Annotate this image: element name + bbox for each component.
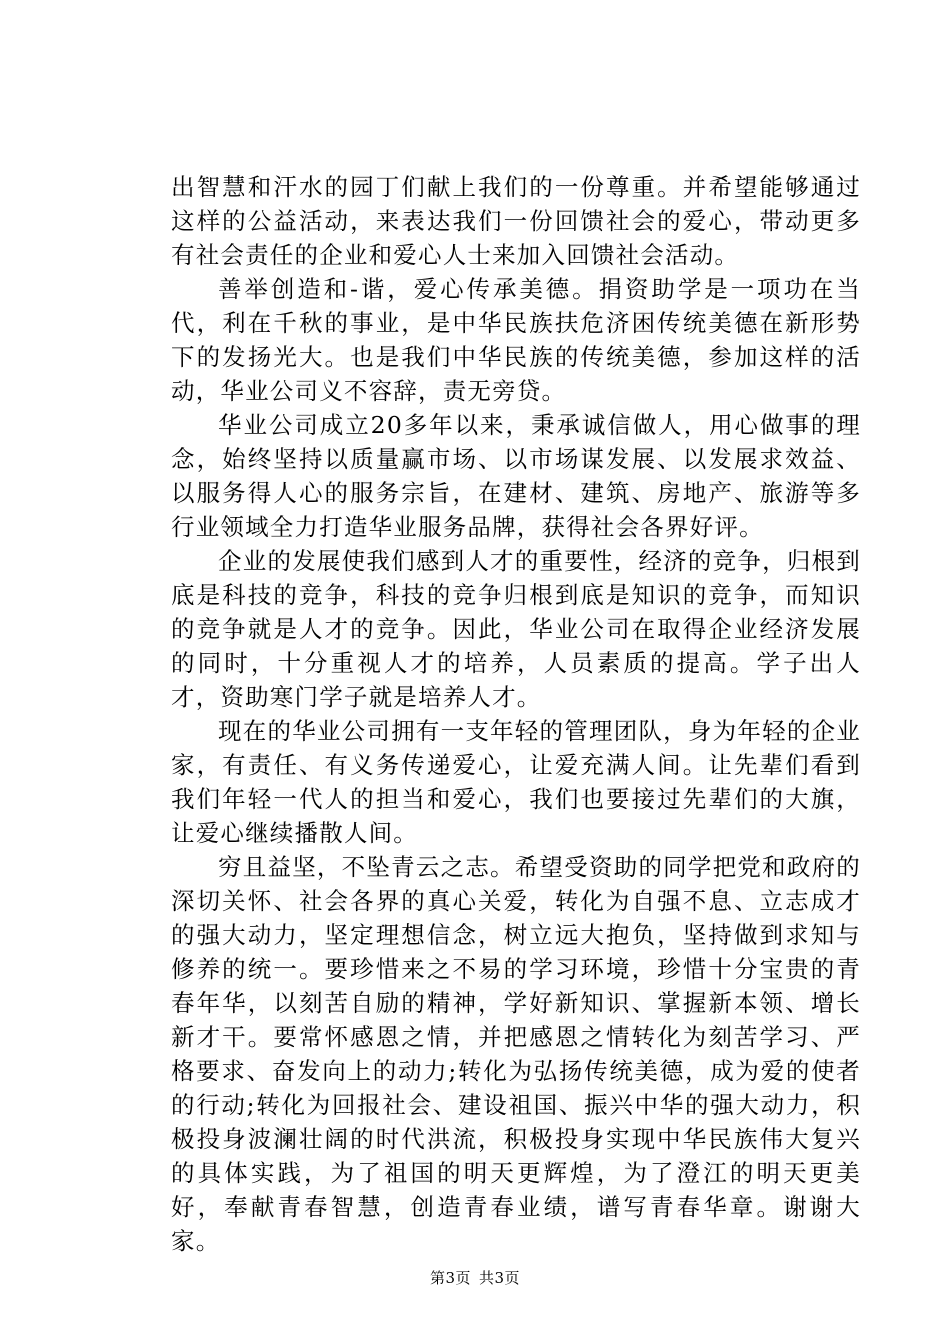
paragraph-3: 华业公司成立20多年以来，秉承诚信做人，用心做事的理念，始终坚持以质量赢市场、以市场谋发展、以发展求效益、以服务得人心的服务宗旨，在建材、建筑、房地产、旅游等多行业领域全力打造华业服务品牌，获得社会各界好评。	[171, 411, 861, 541]
paragraph-6: 穷且益坚，不坠青云之志。希望受资助的同学把党和政府的深切关怀、社会各界的真心关爱，转化为自强不息、立志成才的强大动力，坚定理想信念，树立远大抱负，坚持做到求知与修养的统一。要珍惜来之不易的学习环境，珍惜十分宝贵的青春年华，以刻苦自励的精神，学好新知识、掌握新本领、增长新才干。要常怀感恩之情，并把感恩之情转化为刻苦学习、严格要求、奋发向上的动力;转化为弘扬传统美德，成为爱的使者的行动;转化为回报社会、建设祖国、振兴中华的强大动力，积极投身波澜壮阔的时代洪流，积极投身实现中华民族伟大复兴的具体实践，为了祖国的明天更辉煌，为了澄江的明天更美好，奉献青春智慧，创造青春业绩，谱写青春华章。谢谢大家。	[171, 853, 861, 1255]
paragraph-4: 企业的发展使我们感到人才的重要性，经济的竞争，归根到底是科技的竞争，科技的竞争归根到底是知识的竞争，而知识的竞争就是人才的竞争。因此，华业公司在取得企业经济发展的同时，十分重视人才的培养，人员素质的提高。学子出人才，资助寒门学子就是培养人才。	[171, 547, 861, 711]
paragraph-5: 现在的华业公司拥有一支年轻的管理团队，身为年轻的企业家，有责任、有义务传递爱心，让爱充满人间。让先辈们看到我们年轻一代人的担当和爱心，我们也要接过先辈们的大旗，让爱心继续播散人间。	[171, 717, 861, 847]
page-total: 共3页	[479, 1269, 521, 1287]
document-body	[171, 170, 861, 1258]
paragraph-2: 善举创造和-谐，爱心传承美德。捐资助学是一项功在当代，利在千秋的事业，是中华民族扶危济困传统美德在新形势下的发扬光大。也是我们中华民族的传统美德，参加这样的活动，华业公司义不容辞，责无旁贷。	[171, 275, 861, 405]
page-number: 第3页	[429, 1269, 471, 1287]
paragraph-1: 出智慧和汗水的园丁们献上我们的一份尊重。并希望能够通过这样的公益活动，来表达我们一份回馈社会的爱心，带动更多有社会责任的企业和爱心人士来加入回馈社会活动。	[171, 173, 861, 269]
page-footer	[0, 1268, 950, 1288]
